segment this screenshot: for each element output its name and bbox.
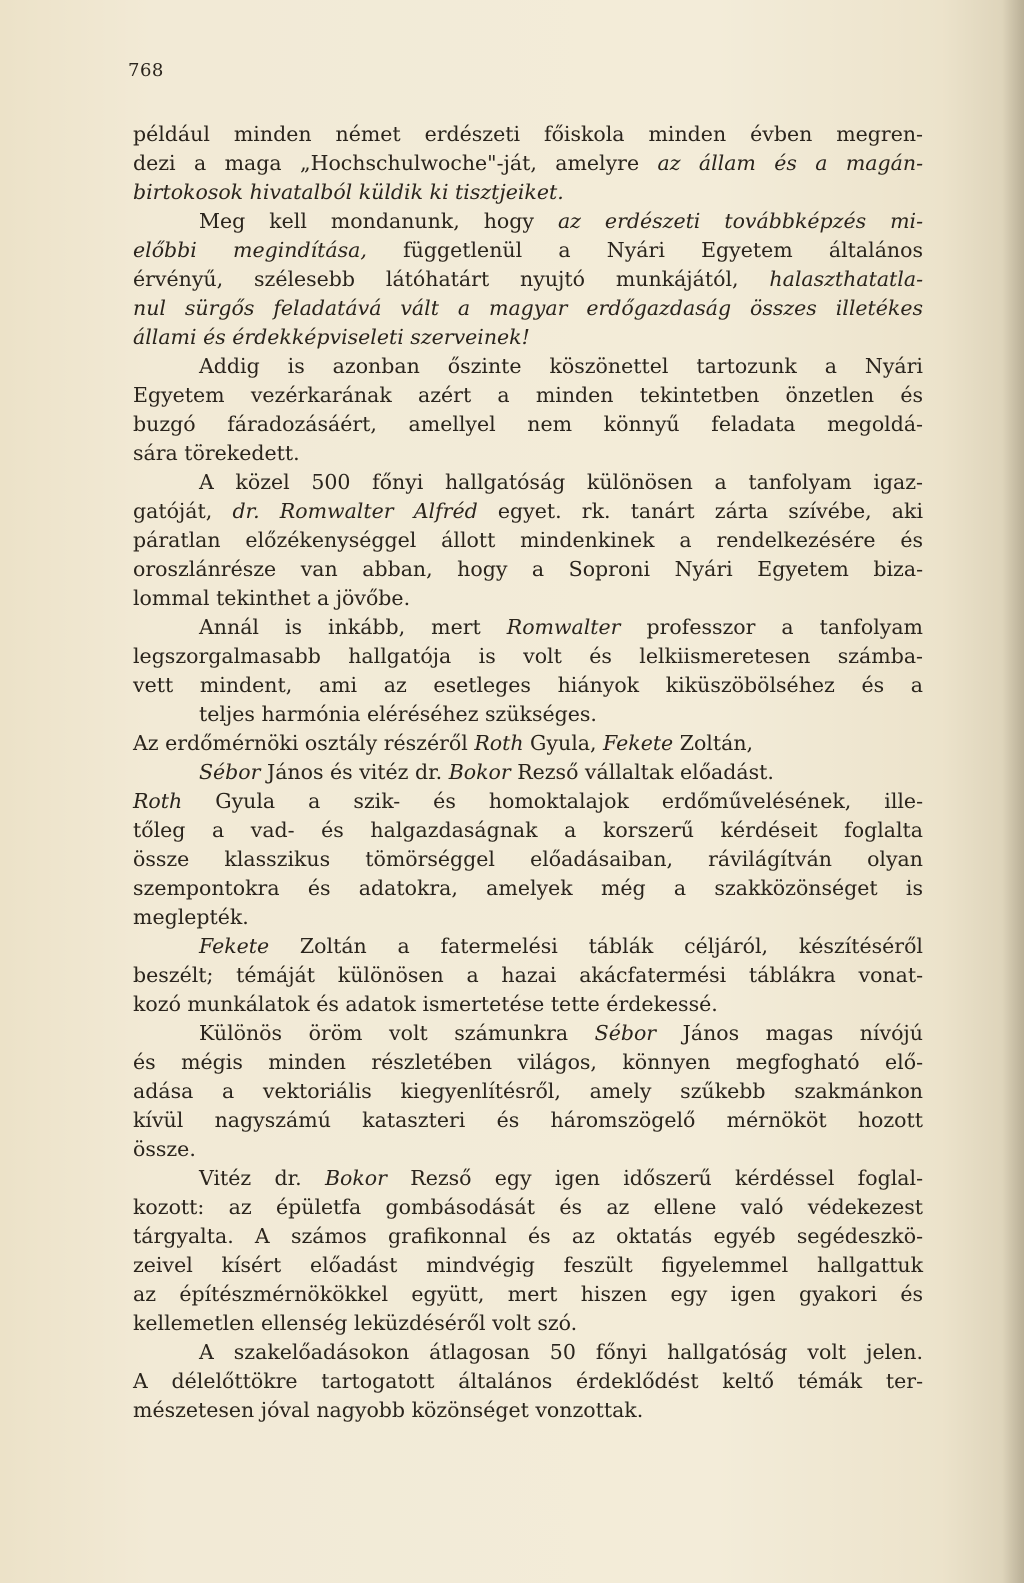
text-segment: meglepték. bbox=[133, 905, 249, 929]
text-line bbox=[133, 1280, 923, 1309]
text-segment: Annál is inkább, mert bbox=[199, 615, 507, 639]
text-line bbox=[133, 439, 923, 468]
text-segment: Egyetem vezérkarának azért a minden tekintetben önzetlen és bbox=[133, 383, 923, 407]
italic-text: Romwalter bbox=[506, 615, 621, 639]
text-segment: János és vitéz dr. bbox=[260, 760, 449, 784]
text-segment: például minden német erdészeti főiskola minden évben megren- bbox=[133, 122, 923, 146]
text-segment: Rezső egy igen időszerű kérdéssel foglal- bbox=[386, 1166, 923, 1190]
text-line bbox=[133, 410, 923, 439]
text-line bbox=[133, 1077, 923, 1106]
text-segment: szempontokra és adatokra, amelyek még a szakközönséget is bbox=[133, 876, 923, 900]
italic-text: Sébor bbox=[594, 1021, 657, 1045]
text-line bbox=[133, 845, 923, 874]
text-segment: beszélt; témáját különösen a hazai akácfatermési táblákra vonat- bbox=[133, 963, 923, 987]
text-segment: Zoltán a fatermelési táblák céljáról, készítéséről bbox=[269, 934, 923, 958]
text-segment: Gyula, bbox=[523, 731, 604, 755]
text-segment: össze klasszikus tömörséggel előadásaiban, rávilágítván olyan bbox=[133, 847, 923, 871]
text-segment: egyet. rk. tanárt zárta szívébe, aki bbox=[477, 499, 923, 523]
text-line bbox=[133, 468, 923, 497]
text-segment: dezi a maga „Hochschulwoche"-ját, amelyre bbox=[133, 151, 658, 175]
text-line bbox=[133, 1309, 923, 1338]
text-line bbox=[133, 787, 923, 816]
text-segment: professzor a tanfolyam bbox=[620, 615, 923, 639]
text-line bbox=[133, 1135, 923, 1164]
text-line bbox=[133, 1106, 923, 1135]
text-segment: érvényű, szélesebb látóhatárt nyujtó munkájától, bbox=[133, 267, 770, 291]
italic-text: az erdészeti továbbképzés mi- bbox=[557, 209, 923, 233]
italic-text: nul sürgős feladatává vált a magyar erdőgazdaság összes illetékes bbox=[133, 296, 923, 320]
text-segment: Meg kell mondanunk, hogy bbox=[199, 209, 558, 233]
text-line bbox=[133, 932, 923, 961]
text-line bbox=[133, 1193, 923, 1222]
text-segment: kozott: az épületfa gombásodását és az ellene való védekezest bbox=[133, 1195, 923, 1219]
text-line bbox=[133, 903, 923, 932]
text-segment: oroszlánrésze van abban, hogy a Soproni Nyári Egyetem biza- bbox=[133, 557, 923, 581]
text-segment: az építészmérnökökkel együtt, mert hiszen egy igen gyakori és bbox=[133, 1282, 923, 1306]
text-segment: A közel 500 főnyi hallgatóság különösen a tanfolyam igaz- bbox=[199, 470, 923, 494]
text-segment: Addig is azonban őszinte köszönettel tartozunk a Nyári bbox=[199, 354, 923, 378]
text-segment: A szakelőadásokon átlagosan 50 főnyi hallgatóság volt jelen. bbox=[199, 1340, 923, 1364]
text-line bbox=[133, 1164, 923, 1193]
text-segment: sára törekedett. bbox=[133, 441, 300, 465]
text-segment: mészetesen jóval nagyobb közönséget vonzottak. bbox=[133, 1398, 644, 1422]
text-segment: Az erdőmérnöki osztály részéről bbox=[133, 731, 475, 755]
text-segment: tőleg a vad- és halgazdaságnak a korszerű kérdéseit foglalta bbox=[133, 818, 923, 842]
text-segment: János magas nívójú bbox=[656, 1021, 923, 1045]
text-line bbox=[133, 758, 923, 787]
text-line bbox=[133, 700, 923, 729]
text-segment: függetlenül a Nyári Egyetem általános bbox=[366, 238, 923, 262]
italic-text: dr. Romwalter Alfréd bbox=[232, 499, 478, 523]
text-line bbox=[133, 642, 923, 671]
text-segment: össze. bbox=[133, 1137, 196, 1161]
italic-text: Fekete bbox=[603, 731, 674, 755]
text-line bbox=[133, 1367, 923, 1396]
italic-text: birtokosok hivatalból küldik ki tisztjeiket. bbox=[133, 180, 564, 204]
text-line bbox=[133, 1019, 923, 1048]
text-line bbox=[133, 1338, 923, 1367]
italic-text: Roth bbox=[474, 731, 524, 755]
text-line bbox=[133, 555, 923, 584]
text-line bbox=[133, 874, 923, 903]
text-segment: adása a vektoriális kiegyenlítésről, amely szűkebb szakmánkon bbox=[133, 1079, 923, 1103]
text-segment: teljes harmónia eléréséhez szükséges. bbox=[199, 702, 597, 726]
text-segment: Különös öröm volt számunkra bbox=[199, 1021, 595, 1045]
italic-text: állami és érdekképviseleti szerveinek! bbox=[133, 325, 530, 349]
text-segment: kozó munkálatok és adatok ismertetése tette érdekessé. bbox=[133, 992, 718, 1016]
text-segment: vett mindent, ami az esetleges hiányok kiküszöbölséhez és a bbox=[133, 673, 923, 697]
text-segment: tárgyalta. A számos grafikonnal és az oktatás egyéb segédeszkö- bbox=[133, 1224, 923, 1248]
text-segment: lommal tekinthet a jövőbe. bbox=[133, 586, 411, 610]
page-number: 768 bbox=[128, 60, 164, 81]
text-line bbox=[133, 178, 923, 207]
text-line bbox=[133, 149, 923, 178]
text-line bbox=[133, 1251, 923, 1280]
text-line bbox=[133, 816, 923, 845]
text-segment: Vitéz dr. bbox=[199, 1166, 325, 1190]
text-line bbox=[133, 120, 923, 149]
text-segment: legszorgalmasabb hallgatója is volt és lelkiismeretesen számba- bbox=[133, 644, 923, 668]
italic-text: Bokor bbox=[448, 760, 511, 784]
text-segment: buzgó fáradozásáért, amellyel nem könnyű feladata megoldá- bbox=[133, 412, 923, 436]
italic-text: Roth bbox=[133, 789, 183, 813]
text-line bbox=[133, 613, 923, 642]
italic-text: az állam és a magán- bbox=[657, 151, 923, 175]
text-segment: és mégis minden részletében világos, könnyen megfogható elő- bbox=[133, 1050, 923, 1074]
italic-text: halaszthatatla- bbox=[769, 267, 923, 291]
text-segment: gatóját, bbox=[133, 499, 233, 523]
text-line bbox=[133, 1222, 923, 1251]
body-text bbox=[133, 120, 923, 1425]
italic-text: Fekete bbox=[199, 934, 270, 958]
italic-text: Sébor bbox=[199, 760, 261, 784]
text-segment: Gyula a szik- és homoktalajok erdőművelésének, ille- bbox=[182, 789, 923, 813]
text-line bbox=[133, 352, 923, 381]
text-line bbox=[133, 526, 923, 555]
text-line bbox=[133, 990, 923, 1019]
text-segment: kívül nagyszámú kataszteri és háromszögelő mérnököt hozott bbox=[133, 1108, 923, 1132]
text-line bbox=[133, 207, 923, 236]
text-line bbox=[133, 961, 923, 990]
text-line bbox=[133, 294, 923, 323]
text-line bbox=[133, 671, 923, 700]
text-segment: páratlan előzékenységgel állott mindenkinek a rendelkezésére és bbox=[133, 528, 923, 552]
text-segment: Zoltán, bbox=[673, 731, 754, 755]
text-segment: A délelőttökre tartogatott általános érdeklődést keltő témák ter- bbox=[133, 1369, 923, 1393]
text-line bbox=[133, 584, 923, 613]
italic-text: előbbi megindítása, bbox=[133, 238, 367, 262]
text-line bbox=[133, 497, 923, 526]
text-segment: zeivel kísért előadást mindvégig feszült figyelemmel hallgattuk bbox=[133, 1253, 923, 1277]
text-line bbox=[133, 265, 923, 294]
text-line bbox=[133, 1048, 923, 1077]
text-line bbox=[133, 1396, 923, 1425]
text-segment: Rezső vállaltak előadást. bbox=[510, 760, 774, 784]
text-line bbox=[133, 729, 923, 758]
page-edge-shadow bbox=[1002, 0, 1024, 1583]
text-line bbox=[133, 381, 923, 410]
text-line bbox=[133, 323, 923, 352]
text-line bbox=[133, 236, 923, 265]
italic-text: Bokor bbox=[324, 1166, 387, 1190]
text-segment: kellemetlen ellenség leküzdéséről volt szó. bbox=[133, 1311, 578, 1335]
